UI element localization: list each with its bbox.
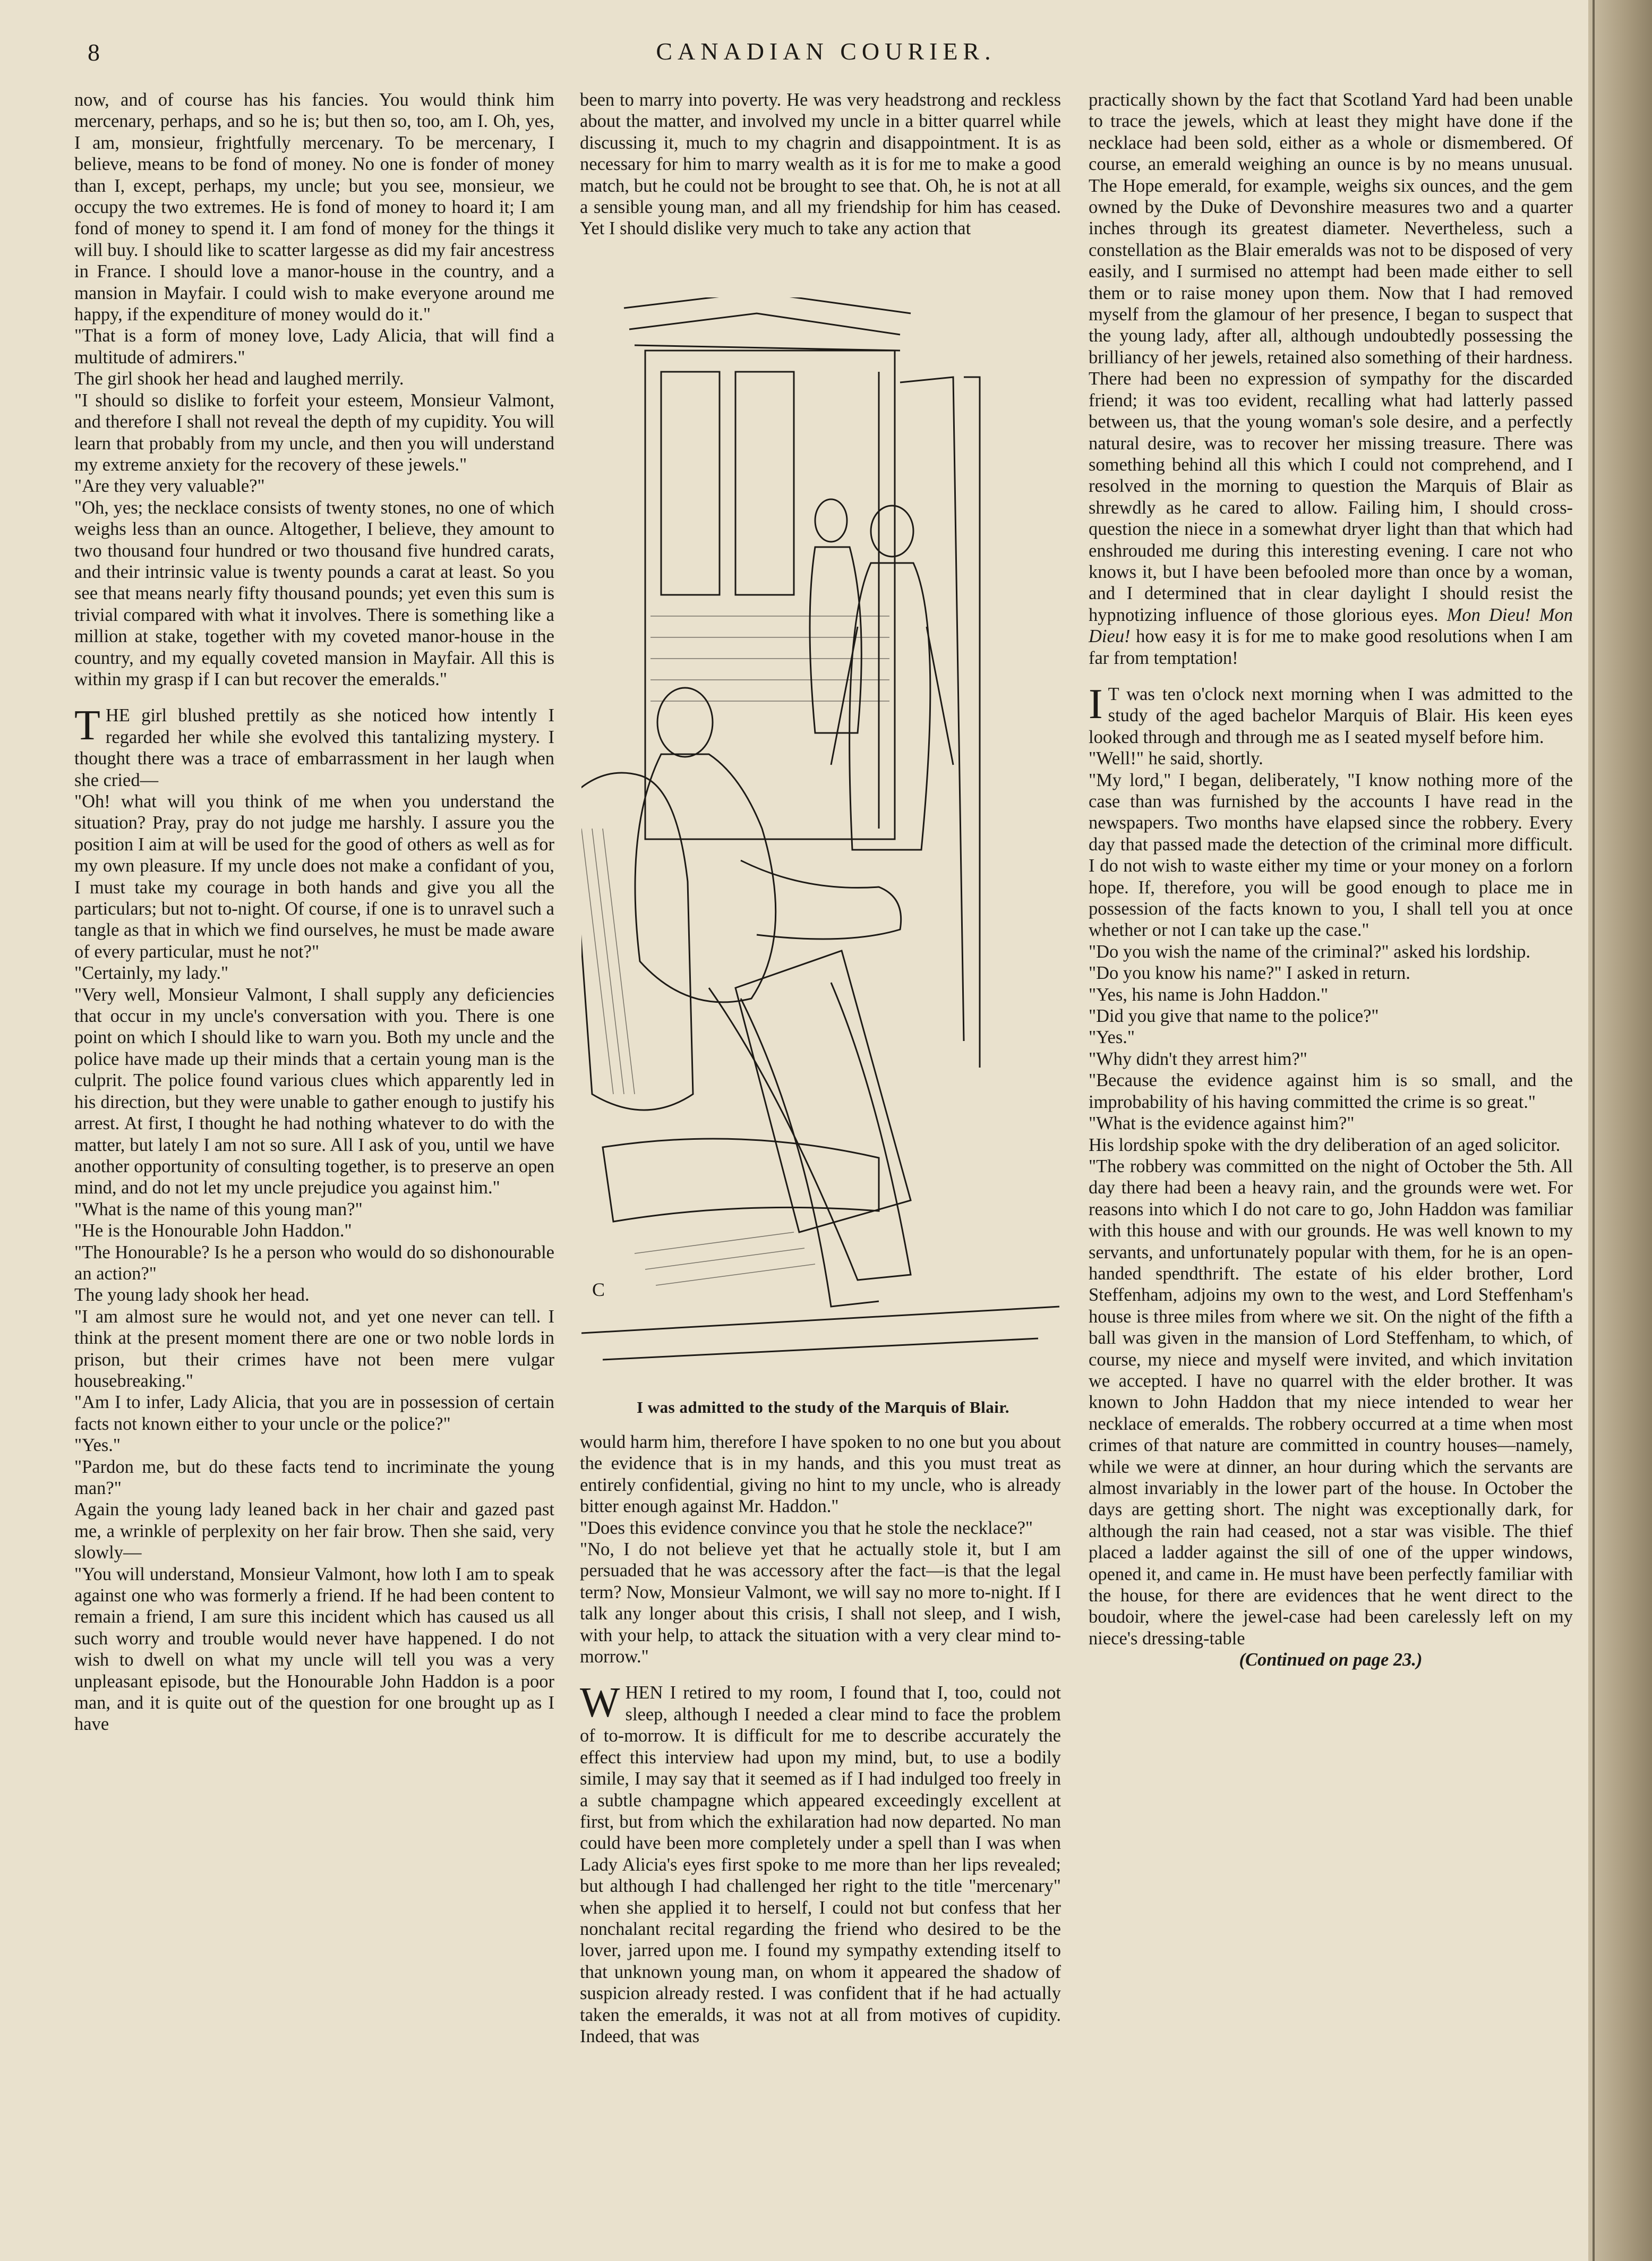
paragraph-text: T was ten o'clock next morning when I was admitted to the study of the aged bachelor Marquis of Blair. His keen eyes looked through and through me as I seated myself before him. (1089, 684, 1573, 747)
paragraph-text: HEN I retired to my room, I found that I, too, could not sleep, although I needed a clear mind to face the problem of to-morrow. It is difficult for me to describe accurately the effect this interview had upon my mind, but, to use a bodily simile, I may say that it seemed as if I had indulged too freely in a subtle champagne which appeared exceedingly excellent at first, but from which the exhilaration had now departed. No man could have been more completely under a spell than I was when Lady Alicia's eyes first spoke to me more than her lips revealed; but although I had challenged her right to the title "mercenary" when she applied it to herself, I could not but confess that her nonchalant recital regarding the friend who desired to be the lover, jarred upon me. I found my sympathy extending itself to that unknown young man, on whom it appeared the shadow of suspicion already rested. I was confident that if he had actually taken the emeralds, it was not at all from motives of cupidity. Indeed, that was (580, 1683, 1061, 2046)
paragraph: His lordship spoke with the dry deliberation of an aged solicitor. (1089, 1134, 1561, 1155)
paragraph: The young lady shook her head. (74, 1285, 310, 1306)
paragraph: "Do you know his name?" I asked in return. (1089, 963, 1410, 984)
paragraph-text: how easy it is for me to make good resolutions when I am far from temptation! (1089, 626, 1573, 668)
paragraph: "Oh, yes; the necklace consists of twenty stones, no one of which weighs less than an ounce. Altogether, I believe, they amount to two thousand four hundred or two thousand five hundred carats, and their intrinsic value is twenty pounds a carat at least. So you see that means nearly fifty thousand pounds; yet even this sum is trivial compared with what it involves. There is something like a million at stake, together with my coveted manor-house in the country, and my equally coveted mansion in Mayfair. All this is within my grasp if I can but recover the emeralds." (74, 497, 554, 689)
paragraph: "The robbery was committed on the night of October the 5th. All day there had been a heavy rain, and the grounds were wet. For reasons into which I do not care to go, John Haddon was familiar with this house and with our grounds. He was well known to my servants, and unfortunately popular with them, for he is an open-handed spendthrift. The estate of his elder brother, Lord Steffenham, adjoins my own to the west, and Lord Steffenham's house is three miles from where we sit. On the night of the fifth a ball was given in the mansion of Lord Steffenham, to which, of course, my niece and myself were invited, and which invitation we accepted. I have no quarrel with the elder brother. It was known to John Haddon that my niece intended to wear her necklace of emeralds. The robbery occurred at a time when most crimes of that nature are committed in country houses—namely, while we were at dinner, an hour during which the servants are almost invariably in the lower part of the house. In October the days are getting short. The night was exceptionally dark, for although the rain had ceased, not a star was visible. The thief placed a ladder against the sill of one of the upper windows, opened it, and came in. He must have been perfectly familiar with the house, for there are evidences that he went direct to the boudoir, where the jewel-case had been carelessly left on my niece's dressing-table (1089, 1156, 1573, 1649)
paragraph (1089, 89, 1573, 669)
paragraph: been to marry into poverty. He was very headstrong and reckless about the matter, and involved my uncle in a bitter quarrel while discussing it, much to my chagrin and disappointment. It is as necessary for him to marry wealth as it is for me to make a good match, but he could not be brought to see that. Oh, he is not at all a sensible young man, and all my friendship for him has ceased. Yet I should dislike very much to take any action that (580, 90, 1061, 239)
column-2-bottom (580, 1431, 1061, 2047)
paragraph: "That is a form of money love, Lady Alicia, that will find a multitude of admirers." (74, 326, 554, 368)
paragraph: would harm him, therefore I have spoken to no one but you about the evidence that is in my hands, and this you must treat as entirely confidential, giving no hint to my uncle, who is already bitter enough against Mr. Haddon." (580, 1432, 1061, 1517)
paragraph: "Pardon me, but do these facts tend to incriminate the young man?" (74, 1456, 554, 1498)
paragraph-text: practically shown by the fact that Scotland Yard had been unable to trace the jewels, which at least they might have done if the necklace had been sold, either as a whole or dismembered. Of course, an emerald weighing an ounce is by no means unusual. The Hope emerald, for example, weighs six ounces, and the gem owned by the Duke of Devonshire measures two and a quarter inches through its greatest diameter. Nevertheless, such a constellation as the Blair emeralds was not to be disposed of very easily, and I surmised no attempt had been made either to sell them or to raise money upon them. Now that I had removed myself from the glamour of her presence, I began to suspect that the young lady, after all, although undoubtedly possessing the brilliancy of her jewels, retained also something of their hardness. There had been no expression of sympathy for the discarded friend; it was too evident, recalling what had latterly passed between us, that the young woman's sole desire, and a perfectly natural desire, was to recover her missing treasure. There was something behind all this which I could not comprehend, and I resolved in the morning to question the Marquis of Blair as shrewdly as he cared to allow. Failing him, I should cross-question the niece in a somewhat dryer light than that which had enshrouded me during this interesting evening. I care not who knows it, but I have been befooled more than once by a woman, and I determined that in clear daylight I should resist the hypnotizing influence of those glorious eyes. (1089, 90, 1573, 625)
page-number: 8 (88, 39, 100, 66)
paragraph: now, and of course has his fancies. You would think him mercenary, perhaps, and so he is; but then so, too, am I. Oh, yes, I am, monsieur, frightfully mercenary. To be mercenary, I believe, means to be fond of money. No one is fonder of money than I, except, perhaps, my uncle; but you see, monsieur, we occupy the two extremes. He is fond of money to hoard it; I am fond of money to spend it. I am fond of money for the things it will buy. I should like to scatter largesse as did my fair ancestress in France. I should love a manor-house in the country, and a mansion in Mayfair. I could wish to make everyone around me happy, if the expenditure of money would do it." (74, 90, 554, 325)
paragraph: Again the young lady leaned back in her chair and gazed past me, a wrinkle of perplexity on her fair brow. Then she said, very slowly— (74, 1499, 554, 1563)
paragraph: "Do you wish the name of the criminal?" asked his lordship. (1089, 941, 1531, 962)
binding-edge (1588, 0, 1652, 2261)
column-3 (1089, 89, 1573, 1671)
continued-notice: (Continued on page 23.) (1239, 1650, 1423, 1670)
paragraph: "Yes." (1089, 1027, 1135, 1048)
italic-phrase: Mon Dieu! Mon Dieu! (1089, 604, 1573, 647)
drop-cap: W (580, 1679, 620, 1727)
paragraph-dropcap (580, 1679, 1061, 2047)
paragraph: "What is the evidence against him?" (1089, 1113, 1355, 1134)
drop-cap: I (1089, 680, 1103, 728)
paragraph: "Does this evidence convince you that he stole the necklace?" (580, 1517, 1033, 1538)
paragraph: "The Honourable? Is he a person who would do so dishonourable an action?" (74, 1242, 554, 1284)
artist-monogram: C (592, 1279, 605, 1300)
column-2-top (580, 89, 1061, 240)
drop-cap: T (74, 702, 100, 749)
paragraph: "Because the evidence against him is so small, and the improbability of his having committed the crime is so great." (1089, 1070, 1573, 1112)
paragraph: "What is the name of this young man?" (74, 1199, 363, 1219)
paragraph: "Yes, his name is John Haddon." (1089, 984, 1329, 1005)
paragraph: "I am almost sure he would not, and yet one never can tell. I think at the present moment there are one or two noble lords in prison, but their crimes have not been mere vulgar housebreaking." (74, 1306, 554, 1391)
paragraph: "Yes." (74, 1435, 121, 1456)
masthead: CANADIAN COURIER. (656, 38, 996, 65)
paragraph: "You will understand, Monsieur Valmont, how loth I am to speak against one who was formerly a friend. If he had been content to remain a friend, I am sure this incident which has caused us all such worry and trouble would never have happened. I do not wish to dwell on what my uncle will tell you was a very unpleasant episode, but the Honourable John Haddon is a poor man, and it is quite out of the question for one brought up as I have (74, 1564, 554, 1735)
paragraph-text: HE girl blushed prettily as she noticed how intently I regarded her while she evolved this tantalizing mystery. I thought there was a trace of embarrassment in her laugh when she cried— (74, 705, 554, 790)
paragraph: The girl shook her head and laughed merrily. (74, 369, 404, 389)
paragraph: "Well!" he said, shortly. (1089, 748, 1263, 769)
binding-line (1593, 0, 1595, 2261)
paragraph-dropcap (1089, 680, 1573, 748)
paragraph: "My lord," I began, deliberately, "I know nothing more of the case than was furnished by the accounts I have read in the newspapers. Two months have elapsed since the robbery. Every day that passed made the detection of the criminal more difficult. I do not wish to waste either my time or your money on a forlorn hope. If, therefore, you will be good enough to place me in possession of the facts known to you, I shall tell you at once whether or not I can take up the case." (1089, 770, 1573, 941)
illustration (581, 297, 1059, 1386)
column-1 (74, 89, 554, 1735)
paragraph: "Why didn't they arrest him?" (1089, 1048, 1307, 1069)
paragraph: "He is the Honourable John Haddon." (74, 1221, 352, 1241)
paragraph: "Very well, Monsieur Valmont, I shall supply any deficiencies that occur in my uncle's conversation with you. There is one point on which I should like to warn you. Both my uncle and the police have made up their minds that a certain young man is the culprit. The police found various clues which apparently led in his direction, but they were unable to gather enough to justify his arrest. At first, I thought he had nothing whatever to do with the matter, but lately I am not so sure. All I ask of you, until we have another opportunity of consulting together, is to preserve an open mind, and do not let my uncle prejudice you against him." (74, 984, 554, 1198)
paragraph: "Oh! what will you think of me when you understand the situation? Pray, pray do not judge me harshly. I assure you the position I aim at will be used for the good of others as well as for my own pleasure. If my uncle does not make a confidant of you, I must take my courage in both hands and give you all the particulars; but not to-night. Of course, if one is to unravel such a tangle as that in which we find ourselves, he must be made aware of every particular, must he not?" (74, 791, 554, 962)
paragraph: "Are they very valuable?" (74, 476, 265, 497)
paragraph: "Certainly, my lady." (74, 963, 229, 984)
paragraph: "Did you give that name to the police?" (1089, 1006, 1379, 1027)
illustration-caption: I was admitted to the study of the Marquis of Blair. (636, 1398, 1009, 1417)
paragraph: "No, I do not believe yet that he actually stole it, but I am persuaded that he was accessory after the fact—is that the legal term? Now, Monsieur Valmont, we will say no more to-night. If I talk any longer about this crisis, I shall not sleep, and I wish, with your help, to attack the situation with a very clear mind to-morrow." (580, 1539, 1061, 1667)
paragraph-dropcap (74, 702, 554, 791)
paragraph: "I should so dislike to forfeit your esteem, Monsieur Valmont, and therefore I shall not reveal the depth of my cupidity. You will learn that probably from my uncle, and then you will understand my extreme anxiety for the recovery of these jewels." (74, 390, 554, 475)
paragraph: "Am I to infer, Lady Alicia, that you are in possession of certain facts not known either to your uncle or the police?" (74, 1392, 554, 1434)
